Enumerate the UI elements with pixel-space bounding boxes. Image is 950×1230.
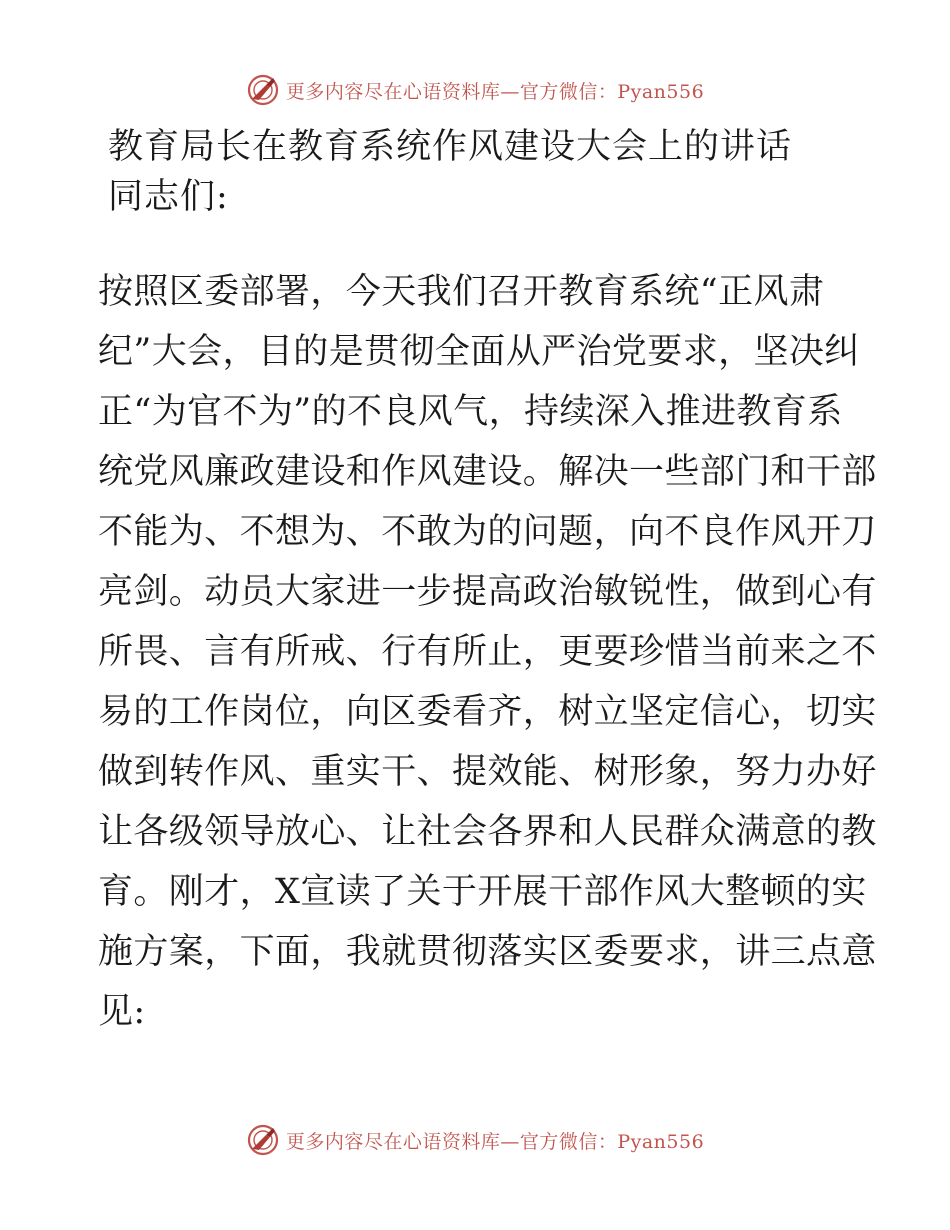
paragraph-line: 见: xyxy=(98,992,146,1032)
header-banner xyxy=(0,70,950,110)
paragraph-line: 所畏、言有所戒、行有所止，更要珍惜当前来之不 xyxy=(98,632,877,672)
paragraph-line: 育。刚才，X宣读了关于开展干部作风大整顿的实 xyxy=(98,872,867,912)
paragraph-line: 亮剑。动员大家进一步提高政治敏锐性，做到心有 xyxy=(98,572,877,612)
seal-logo-icon xyxy=(246,73,280,107)
paragraph-line: 做到转作风、重实干、提效能、树形象，努力办好 xyxy=(98,752,877,792)
header-banner-text: 更多内容尽在心语资料库—官方微信：Pyan556 xyxy=(285,80,705,103)
footer-banner xyxy=(0,1120,950,1160)
paragraph-line: 按照区委部署，今天我们召开教育系统“正风肃 xyxy=(98,272,825,312)
document-title: 教育局长在教育系统作风建设大会上的讲话 xyxy=(108,127,793,167)
paragraph-line: 易的工作岗位，向区委看齐，树立坚定信心，切实 xyxy=(98,692,877,732)
seal-logo-icon xyxy=(246,1123,280,1157)
paragraph-line: 正“为官不为”的不良风气，持续深入推进教育系 xyxy=(98,392,843,432)
salutation: 同志们: xyxy=(108,177,229,217)
paragraph-line: 让各级领导放心、让社会各界和人民群众满意的教 xyxy=(98,812,877,852)
speech-paragraph xyxy=(98,262,877,1042)
paragraph-line: 纪”大会，目的是贯彻全面从严治党要求，坚决纠 xyxy=(98,332,860,372)
paragraph-line: 不能为、不想为、不敢为的问题，向不良作风开刀 xyxy=(98,512,877,552)
footer-banner-text: 更多内容尽在心语资料库—官方微信：Pyan556 xyxy=(285,1130,705,1153)
paragraph-line: 施方案，下面，我就贯彻落实区委要求，讲三点意 xyxy=(98,932,877,972)
paragraph-line: 统党风廉政建设和作风建设。解决一些部门和干部 xyxy=(98,452,877,492)
